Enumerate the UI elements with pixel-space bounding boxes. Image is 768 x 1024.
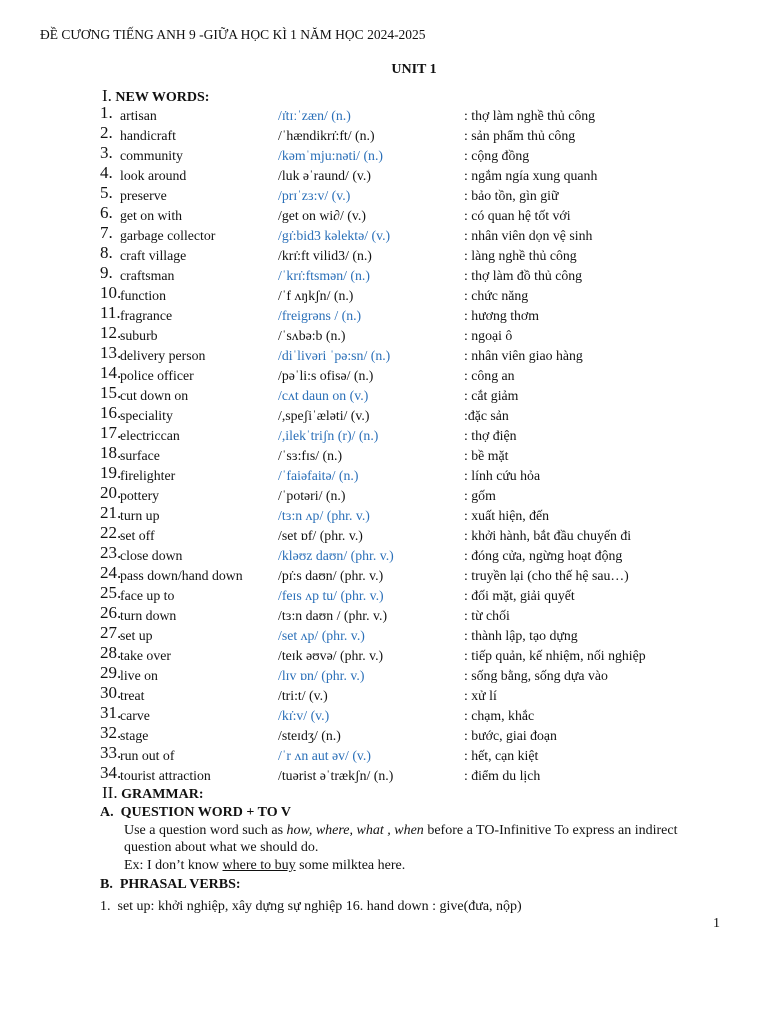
word-number: 22. [100, 523, 122, 542]
vocabulary-row [100, 323, 740, 346]
grammar-a-explanation [124, 822, 724, 856]
word-term: electriccan [120, 428, 180, 443]
word-number: 14. [100, 363, 122, 382]
word-meaning: : xử lí [464, 688, 497, 703]
vocabulary-row [100, 623, 740, 646]
document-header: ĐỀ CƯƠNG TIẾNG ANH 9 -GIỮA HỌC KÌ 1 NĂM HỌC 2024-2025 [40, 27, 426, 42]
vocabulary-row [100, 603, 740, 626]
vocabulary-row [100, 163, 740, 186]
word-number: 8. [100, 243, 113, 262]
word-term: speciality [120, 408, 173, 423]
vocabulary-row [100, 363, 740, 386]
phrasal-verb-number: 1. [100, 899, 111, 914]
word-meaning: : ngoại ô [464, 328, 513, 343]
word-number: 9. [100, 263, 113, 282]
grammar-b-title: PHRASAL VERBS: [119, 877, 241, 892]
word-term: garbage collector [120, 228, 216, 243]
vocabulary-row [100, 183, 740, 206]
grammar-a-title: QUESTION WORD + TO V [120, 805, 291, 820]
word-pronunciation: /feɪs ʌp tu/ (phr. v.) [278, 588, 384, 603]
word-pronunciation: /ˈfaiəfaitə/ (n.) [278, 468, 359, 483]
page-number: 1 [713, 916, 720, 931]
word-pronunciation: /ˈpotəri/ (n.) [278, 488, 346, 503]
word-term: treat [120, 688, 145, 703]
grammar-a-example [124, 857, 724, 874]
word-term: turn up [120, 508, 160, 523]
word-meaning: : công an [464, 368, 515, 383]
vocabulary-row [100, 503, 740, 526]
word-number: 2. [100, 123, 113, 142]
word-number: 31. [100, 703, 122, 722]
word-meaning: : đối mặt, giải quyết [464, 588, 575, 603]
word-number: 7. [100, 223, 113, 242]
word-term: craftsman [120, 268, 175, 283]
word-meaning: : điểm du lịch [464, 768, 541, 783]
vocabulary-row [100, 123, 740, 146]
word-meaning: : bước, giai đoạn [464, 728, 557, 743]
word-number: 13. [100, 343, 122, 362]
explanation-text: Use a question word such as [124, 823, 287, 838]
word-pronunciation: /set ʌp/ (phr. v.) [278, 628, 365, 643]
word-meaning: : có quan hệ tốt với [464, 208, 571, 223]
word-meaning: : thợ điện [464, 428, 517, 443]
word-pronunciation: /kɪ̇:v/ (v.) [278, 708, 330, 723]
unit-title: UNIT 1 [391, 62, 437, 77]
vocabulary-row [100, 303, 740, 326]
word-term: pottery [120, 488, 160, 503]
section-new-words-heading [102, 86, 209, 106]
word-term: pass down/hand down [120, 568, 243, 583]
word-term: set up [120, 628, 153, 643]
word-term: run out of [120, 748, 175, 763]
word-term: handicraft [120, 128, 176, 143]
word-number: 17. [100, 423, 122, 442]
word-meaning: : ngắm ngía xung quanh [464, 168, 598, 183]
word-meaning: : bề mặt [464, 448, 509, 463]
word-number: 30. [100, 683, 122, 702]
word-meaning: : sống bằng, sống dựa vào [464, 668, 608, 683]
phrasal-verb-text: set up: khởi nghiệp, xây dựng sự nghiệp 16. hand down : give(đưa, nộp) [117, 899, 522, 914]
word-pronunciation: /get on wi∂/ (v.) [278, 208, 366, 223]
word-pronunciation: /freigrəns / (n.) [278, 308, 362, 323]
word-number: 26. [100, 603, 122, 622]
word-meaning: : thợ làm đồ thủ công [464, 268, 583, 283]
word-meaning: : hương thơm [464, 308, 539, 323]
vocabulary-row [100, 643, 740, 666]
word-term: cut down on [120, 388, 189, 403]
word-pronunciation: /ˈkrɪ̇:ftsmən/ (n.) [278, 268, 370, 283]
word-number: 19. [100, 463, 122, 482]
word-number: 18. [100, 443, 122, 462]
word-term: close down [120, 548, 183, 563]
word-term: fragrance [120, 308, 173, 323]
grammar-b-heading [100, 877, 241, 893]
word-pronunciation: /gɪ̇:bid3 kəlektə/ (v.) [278, 228, 391, 243]
word-number: 25. [100, 583, 122, 602]
word-meaning: : bảo tồn, gìn giữ [464, 188, 559, 203]
word-number: 4. [100, 163, 113, 182]
word-pronunciation: /tuərist əˈtrækʃn/ (n.) [278, 768, 394, 783]
word-pronunciation: /lɪv ɒn/ (phr. v.) [278, 668, 365, 683]
word-meaning: : xuất hiện, đến [464, 508, 550, 523]
word-term: function [120, 288, 166, 303]
word-number: 3. [100, 143, 113, 162]
vocabulary-row [100, 463, 740, 486]
phrasal-verb-line [100, 898, 740, 915]
word-pronunciation: /ˈsɜ:fɪs/ (n.) [278, 448, 343, 463]
word-meaning: : nhân viên giao hàng [464, 348, 583, 363]
word-term: preserve [120, 188, 167, 203]
word-pronunciation: /ˈf ʌŋkʃn/ (n.) [278, 288, 354, 303]
word-meaning: : hết, cạn kiệt [464, 748, 539, 763]
word-pronunciation: /pəˈli:s ofisə/ (n.) [278, 368, 374, 383]
word-number: 5. [100, 183, 113, 202]
vocabulary-row [100, 223, 740, 246]
word-meaning: : từ chối [464, 608, 510, 623]
vocabulary-row [100, 203, 740, 226]
word-pronunciation: /ˈhændikrɪ̇:ft/ (n.) [278, 128, 375, 143]
vocabulary-row [100, 103, 740, 126]
example-highlight: where to buy [222, 858, 296, 873]
vocabulary-row [100, 663, 740, 686]
word-pronunciation: /,speʃiˈæləti/ (v.) [278, 408, 370, 423]
vocabulary-row [100, 283, 740, 306]
word-pronunciation: /ˈr ʌn aut əv/ (v.) [278, 748, 371, 763]
word-meaning: : sản phẩm thủ công [464, 128, 576, 143]
word-pronunciation: /ˈsʌbə:b (n.) [278, 328, 346, 343]
word-term: turn down [120, 608, 177, 623]
section-title: NEW WORDS: [115, 90, 210, 105]
word-meaning: : chức năng [464, 288, 529, 303]
section-grammar-heading [102, 783, 204, 803]
word-term: set off [120, 528, 155, 543]
vocabulary-row [100, 143, 740, 166]
vocabulary-row [100, 443, 740, 466]
word-meaning: : cắt giảm [464, 388, 519, 403]
word-pronunciation: /cʌt daun on (v.) [278, 388, 369, 403]
word-pronunciation: /,ilekˈtriʃn (r)/ (n.) [278, 428, 379, 443]
word-term: delivery person [120, 348, 206, 363]
word-term: live on [120, 668, 158, 683]
vocabulary-row [100, 703, 740, 726]
vocabulary-row [100, 483, 740, 506]
word-number: 34. [100, 763, 122, 782]
word-number: 23. [100, 543, 122, 562]
explanation-text: before a TO-Infinitive To express an indirect question about what we should do. [124, 823, 678, 855]
section-title: GRAMMAR: [121, 787, 204, 802]
word-meaning: : khởi hành, bắt đầu chuyến đi [464, 528, 632, 543]
word-number: 15. [100, 383, 122, 402]
vocabulary-row [100, 683, 740, 706]
word-term: look around [120, 168, 187, 183]
example-text: some milktea here. [295, 858, 406, 873]
word-number: 24. [100, 563, 122, 582]
section-number: II. [102, 783, 118, 802]
word-number: 20. [100, 483, 122, 502]
word-term: tourist attraction [120, 768, 211, 783]
word-number: 21. [100, 503, 122, 522]
word-term: firelighter [120, 468, 176, 483]
vocabulary-row [100, 263, 740, 286]
word-pronunciation: /kləʊz daʊn/ (phr. v.) [278, 548, 394, 563]
word-number: 1. [100, 103, 113, 122]
word-term: take over [120, 648, 171, 663]
word-number: 6. [100, 203, 113, 222]
word-meaning: : gốm [464, 488, 496, 503]
word-term: face up to [120, 588, 175, 603]
word-term: stage [120, 728, 149, 743]
vocabulary-row [100, 423, 740, 446]
vocabulary-row [100, 383, 740, 406]
vocabulary-row [100, 743, 740, 766]
word-pronunciation: /ɪ̇tɪːˈzæn/ (n.) [278, 108, 351, 123]
word-term: community [120, 148, 183, 163]
word-meaning: : nhân viên dọn vệ sinh [464, 228, 593, 243]
grammar-b-label: B. [100, 877, 113, 892]
word-pronunciation: /set ɒf/ (phr. v.) [278, 528, 363, 543]
word-number: 11. [100, 303, 121, 322]
example-text: Ex: I don’t know [124, 858, 223, 873]
word-meaning: : chạm, khắc [464, 708, 535, 723]
word-term: artisan [120, 108, 157, 123]
vocabulary-row [100, 343, 740, 366]
word-number: 10. [100, 283, 122, 302]
word-meaning: : tiếp quản, kế nhiệm, nối nghiệp [464, 648, 646, 663]
word-pronunciation: /tri:t/ (v.) [278, 688, 328, 703]
vocabulary-row [100, 583, 740, 606]
vocabulary-row [100, 243, 740, 266]
word-term: craft village [120, 248, 187, 263]
word-meaning: : thợ làm nghề thủ công [464, 108, 596, 123]
word-number: 29. [100, 663, 122, 682]
word-meaning: :đặc sản [464, 408, 509, 423]
word-pronunciation: /diˈlivəri ˈpə:sn/ (n.) [278, 348, 391, 363]
word-pronunciation: /tɜ:n ʌp/ (phr. v.) [278, 508, 370, 523]
word-number: 27. [100, 623, 122, 642]
word-pronunciation: /luk əˈraund/ (v.) [278, 168, 371, 183]
word-number: 16. [100, 403, 122, 422]
vocabulary-row [100, 523, 740, 546]
word-meaning: : cộng đồng [464, 148, 530, 163]
word-number: 32. [100, 723, 122, 742]
word-meaning: : làng nghề thủ công [464, 248, 577, 263]
word-number: 33. [100, 743, 122, 762]
vocabulary-row [100, 403, 740, 426]
vocabulary-row [100, 563, 740, 586]
vocabulary-row [100, 723, 740, 746]
question-words: how, where, what , when [286, 823, 424, 838]
word-pronunciation: /tɜ:n daʊn / (phr. v.) [278, 608, 388, 623]
word-pronunciation: /kəmˈmju:nəti/ (n.) [278, 148, 383, 163]
grammar-a-label: A. [100, 805, 114, 820]
grammar-a-heading [100, 805, 291, 821]
word-pronunciation: /steɪdʒ/ (n.) [278, 728, 341, 743]
word-term: police officer [120, 368, 194, 383]
word-number: 12. [100, 323, 122, 342]
word-meaning: : truyền lại (cho thế hệ sau…) [464, 568, 629, 583]
word-number: 28. [100, 643, 122, 662]
word-meaning: : lính cứu hỏa [464, 468, 541, 483]
word-pronunciation: /teɪk əʊvə/ (phr. v.) [278, 648, 384, 663]
section-number: I. [102, 86, 112, 105]
word-pronunciation: /krɪ̇:ft vilid3/ (n.) [278, 248, 372, 263]
word-meaning: : thành lập, tạo dựng [464, 628, 578, 643]
word-meaning: : đóng cửa, ngừng hoạt động [464, 548, 623, 563]
word-term: get on with [120, 208, 183, 223]
word-pronunciation: /pɪ̇:s daʊn/ (phr. v.) [278, 568, 384, 583]
word-term: surface [120, 448, 160, 463]
vocabulary-row [100, 543, 740, 566]
word-pronunciation: /prɪˈzɜ:v/ (v.) [278, 188, 351, 203]
word-term: carve [120, 708, 150, 723]
word-term: suburb [120, 328, 158, 343]
